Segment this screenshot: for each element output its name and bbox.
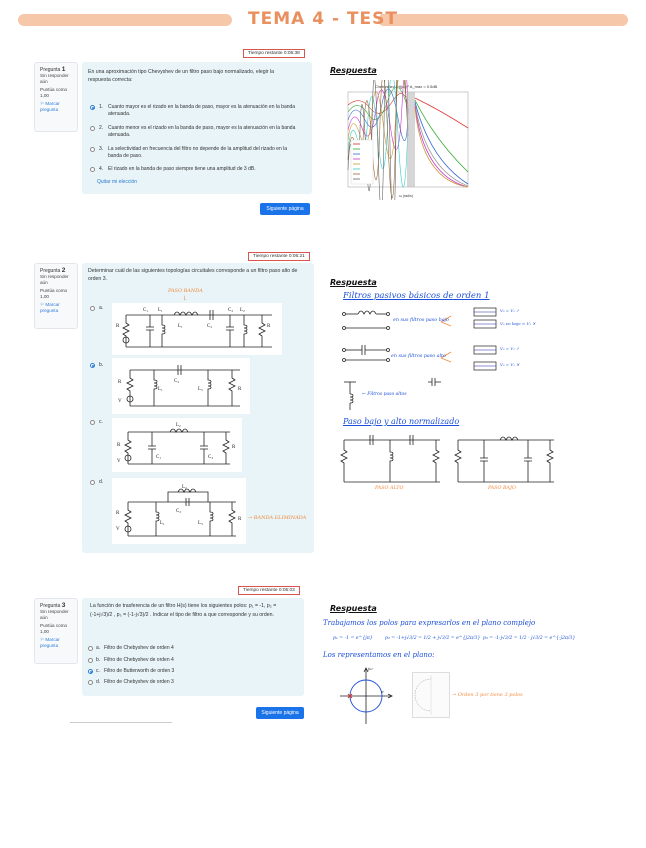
chebyshev-plot (340, 80, 475, 200)
option-3-label: La selectividad en frecuencia del filtro no depende de la amplitud del rizado en la banda de paso. (108, 146, 288, 159)
question-text-2: (-1+j√3)/2 , p₃ = (-1-j√3)/2 . Indicar el tipo de filtro a que corresponde y su orden. (90, 612, 274, 618)
radio-option-d[interactable] (90, 480, 95, 485)
question-text: En una aproximación tipo Chevyshev de un filtro paso bajo normalizado, elegir la respuesta correcta: (88, 69, 274, 83)
eq-p3: p₃ = -1-j√3/2 = 1/2 - j√3/2 = e^{-j2π/3} (483, 636, 576, 641)
page-title: TEMA 4 - TEST (248, 9, 398, 29)
lp-note: en sus filtros paso bajo (393, 318, 449, 323)
eq-p2: p₂ = -1+j√3/2 = 1/2 + j√3/2 = e^{j2π/3} (385, 636, 481, 641)
svg-text:ω (rad/s): ω (rad/s) (399, 194, 413, 198)
svg-text:R: R (116, 511, 120, 516)
next-page-button[interactable]: Siguiente página (256, 707, 304, 719)
radio-option-a[interactable] (90, 306, 95, 311)
timer: Tiempo restante 0:05:38 (243, 49, 305, 58)
option-2-label: Cuanto menor es el rizado en la banda de paso, mayor es la atenuación en la banda atenuada. (108, 125, 296, 138)
svg-text:C₂: C₂ (176, 509, 182, 514)
clear-choice-link[interactable]: Quitar mi elección (97, 179, 138, 185)
question-1-info: Pregunta 1 Sin responder aún Puntúa como 1,00 ⚐ Marcar pregunta (34, 62, 78, 132)
flag-question-link[interactable]: ⚐ Marcar pregunta (40, 302, 60, 313)
radio-option-c[interactable] (90, 420, 95, 425)
title-bar-right (378, 14, 628, 26)
svg-text:R: R (267, 324, 271, 329)
question-1-panel: En una aproximación tipo Chevyshev de un filtro paso bajo normalizado, elegir la respuesta correcta: 1. Cuanto mayor es el rizado en la banda de paso, mayor es la atenuación en la banda atenuada. 2. Cuanto menor es el rizado en la banda de paso, mayor es la atenuación en la banda atenuada. 3. La selectividad en frecuencia del filtro no depende de la amplitud del rizado en la banda de paso. 4. El rizado en la banda de paso siempre tiene una amplitud de 3 dB. Quitar mi elección (82, 62, 312, 194)
heading-plano: Los representamos en el plano: (323, 651, 435, 659)
note-2: V₀ en bajo ≈ V₁ ✕ (500, 321, 536, 326)
response-3-label: Respuesta (330, 604, 377, 613)
flag-question-link[interactable]: ⚐ Marcar pregunta (40, 101, 60, 112)
svg-text:Chebyshev |H(jω)|² A_max = 0: Chebyshev |H(jω)|² A_max = 0.5dB (374, 84, 438, 89)
svg-text:L₃: L₃ (198, 521, 203, 526)
question-2-panel: Determinar cuál de las siguientes topologías circuitales corresponde a un filtro paso alto de orden 3. a. b. c. d. (82, 263, 314, 553)
title-bar-left (18, 14, 232, 26)
svg-text:L₂: L₂ (182, 485, 187, 490)
svg-text:L₁: L₁ (158, 308, 163, 313)
svg-text:L₂: L₂ (240, 308, 245, 313)
svg-text:R: R (238, 387, 242, 392)
note-paso-banda-arrow: ↓ (182, 295, 188, 302)
heading-paso-bajo-alto: Paso bajo y alto normalizado (343, 417, 460, 426)
option-d-label: Filtro de Chebyshev de orden 3 (104, 679, 174, 685)
radio-option-b[interactable] (90, 363, 95, 368)
caption-paso-bajo: PASO BAJO (488, 486, 516, 491)
radio-option-3[interactable] (90, 147, 95, 152)
next-page-button[interactable]: Siguiente página (260, 203, 310, 215)
axis-sigma: σ (381, 689, 384, 694)
svg-text:C₁: C₁ (156, 455, 162, 460)
svg-text:C₂: C₂ (228, 308, 234, 313)
caption-paso-alto: PASO ALTO (375, 486, 404, 491)
svg-text:C₃: C₃ (208, 455, 214, 460)
radio-option-a[interactable] (88, 646, 93, 651)
circuit-option-d (112, 478, 246, 544)
radio-option-c[interactable] (88, 669, 93, 674)
svg-text:L₁: L₁ (160, 521, 165, 526)
hp-note: en sus filtros paso alto (391, 354, 446, 359)
radio-option-b[interactable] (88, 658, 93, 663)
circuit-option-a (112, 303, 282, 355)
note-banda-eliminada: → BANDA ELIMINADA (248, 515, 307, 521)
note-4: V₀ = V₁ ✕ (500, 362, 520, 367)
option-a-label: Filtro de Chebyshev de orden 4 (104, 645, 174, 651)
flag-question-link[interactable]: ⚐ Marcar pregunta (40, 637, 60, 648)
radio-option-4[interactable] (90, 167, 95, 172)
svg-text:C₂: C₂ (207, 324, 213, 329)
note-paso-banda: PASO BANDA (168, 288, 203, 294)
response-1-label: Respuesta (330, 66, 377, 75)
note-3: V₀ = V₁ ↗ (500, 346, 520, 351)
question-3-info: Pregunta 3 Sin responder aún Puntúa como 1,00 ⚐ Marcar pregunta (34, 598, 78, 664)
svg-text:L₂: L₂ (176, 423, 181, 428)
timer: Tiempo restante 0:05:03 (238, 586, 300, 595)
option-c-label: Filtro de Butterworth de orden 3 (104, 668, 175, 674)
pole-plot-screenshot (412, 672, 450, 718)
radio-option-2[interactable] (90, 126, 95, 131)
option-1-label: Cuanto mayor es el rizado en la banda de paso, mayor es la atenuación en la banda atenuada. (108, 104, 296, 117)
svg-text:V: V (116, 527, 120, 532)
complex-plane-sketch (336, 664, 396, 726)
svg-text:L₃: L₃ (198, 387, 203, 392)
svg-text:R: R (117, 443, 121, 448)
option-b-label: Filtro de Chebyshev de orden 4 (104, 657, 174, 663)
radio-option-1[interactable] (90, 105, 95, 110)
svg-text:V: V (118, 399, 122, 404)
note-1: V₀ = V₁ ↗ (500, 308, 520, 313)
svg-text:V: V (117, 459, 121, 464)
question-text-1: La función de trasferencia de un filtro H(s) tiene los siguientes polos: p₁ = -1, p₂ = (90, 603, 277, 609)
axis-jw: jω (368, 666, 373, 671)
svg-text:R: R (232, 445, 236, 450)
question-3-panel: La función de trasferencia de un filtro H(s) tiene los siguientes polos: p₁ = -1, p₂ = (-1+j√3)/2 , p₃ = (-1-j√3)/2 . Indicar el tipo de filtro a que corresponde y su orden. a. Filtro de Chebyshev de orden 4 b. Filtro de Chebyshev de orden 4 c. Filtro de Butterworth de orden 3 d. Filtro de Chebyshev de orden 3 (82, 598, 304, 696)
question-text: Determinar cuál de las siguientes topologías circuitales corresponde a un filtro paso alto de orden 3. (88, 268, 298, 282)
option-4-label: El rizado en la banda de paso siempre tiene una amplitud de 3 dB. (108, 166, 256, 172)
radio-option-d[interactable] (88, 680, 93, 685)
svg-text:C₂: C₂ (174, 379, 180, 384)
note-filtros-paso-altos: ← Filtros paso altos (362, 392, 407, 397)
svg-text:R: R (118, 380, 122, 385)
heading-polos: Trabajamos los polos para expresarlos en el plano complejo (323, 619, 536, 627)
note-orden-3: → Orden 3 por tiene 3 polos (452, 692, 523, 698)
divider (70, 722, 172, 723)
circuit-option-c (112, 418, 242, 472)
svg-text:L₁: L₁ (158, 387, 163, 392)
response-2-label: Respuesta (330, 278, 377, 287)
timer: Tiempo restante 0:05:21 (248, 252, 310, 261)
circuit-option-b (112, 358, 250, 414)
question-2-info: Pregunta 2 Sin responder aún Puntúa como 1,00 ⚐ Marcar pregunta (34, 263, 78, 329)
svg-text:R: R (116, 324, 120, 329)
normalized-filters-sketch (336, 430, 566, 490)
heading-filtros-pasivos: Filtros pasivos básicos de orden 1 (343, 291, 490, 301)
svg-text:L₁: L₁ (178, 324, 183, 329)
svg-text:R: R (238, 517, 242, 522)
svg-text:C₁: C₁ (143, 308, 149, 313)
eq-p1: p₁ = -1 = e^{jπ} (333, 636, 373, 641)
